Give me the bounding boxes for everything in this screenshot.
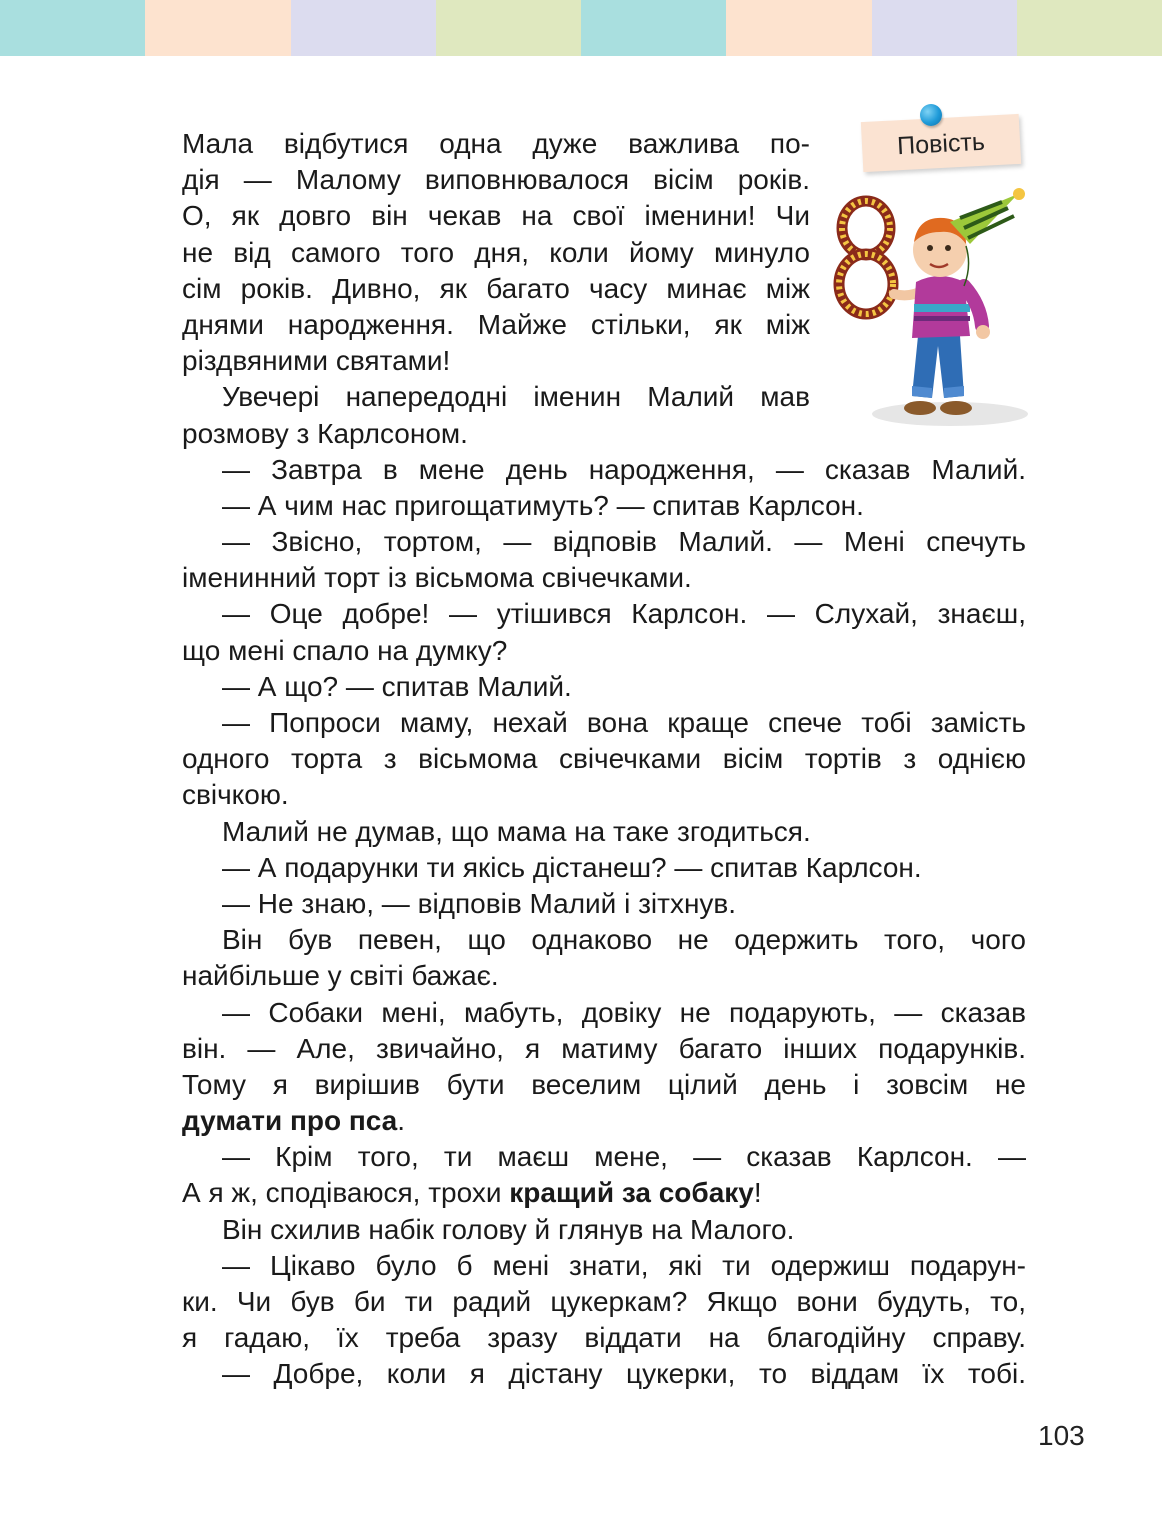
text-line: я гадаю, їх треба зразу віддати на благодійну справу. — [182, 1322, 1026, 1354]
bold-phrase: кращий за собаку — [509, 1177, 754, 1209]
text-line: Він був певен, що однаково не одержить того, чого — [222, 924, 1026, 956]
text-line: Мала відбутися одна дуже важлива по- — [182, 128, 810, 159]
band-segment — [0, 0, 145, 56]
text-line: — Цікаво було б мені знати, які ти одержиш подарун- — [222, 1249, 1026, 1281]
band-segment — [145, 0, 290, 56]
text-line: — Завтра в мене день народження, — сказав Малий. — [222, 453, 1026, 485]
text-line: розмову з Карлсоном. — [182, 417, 468, 449]
text-line: різдвяними святами! — [182, 345, 451, 377]
text-line: О, як довго він чекав на свої іменини! Чи — [182, 200, 810, 232]
text-line: — Оце добре! — утішився Карлсон. — Слухай, знаєш, — [222, 598, 1026, 630]
page-number: 103 — [1038, 1420, 1085, 1451]
text-line: — Попроси маму, нехай вона краще спече тобі замість — [222, 707, 1026, 738]
text-line: свічкою. — [182, 779, 289, 811]
pin-icon — [920, 104, 942, 126]
text-line: одного торта з вісьмома свічечками вісім тортів з однією — [182, 743, 1026, 775]
text-line: Він схилив набік голову й глянув на Малого. — [222, 1213, 795, 1245]
text-fragment: . — [397, 1105, 406, 1137]
story-text — [182, 126, 1026, 1393]
text-line: — Звісно, тортом, — відповів Малий. — Мені спечуть — [222, 526, 1026, 558]
text-line: — А що? — спитав Малий. — [222, 670, 572, 702]
text-line: — Не знаю, — відповів Малий і зітхнув. — [222, 887, 737, 919]
text-line: — А подарунки ти якісь дістанеш? — спитав Карлсон. — [222, 851, 922, 883]
bold-phrase: думати про пса — [182, 1105, 398, 1137]
text-line: ки. Чи був би ти радий цукеркам? Якщо вони будуть, то, — [182, 1286, 1026, 1317]
band-segment — [581, 0, 726, 56]
text-line: — Крім того, ти маєш мене, — сказав Карлсон. — — [222, 1141, 1026, 1173]
text-line: — Добре, коли я дістану цукерки, то віддам їх тобі. — [222, 1358, 1026, 1390]
text-line: днями народження. Майже стільки, як між — [182, 308, 810, 340]
text-fragment: ! — [753, 1177, 762, 1209]
text-line: він. — Але, звичайно, я матиму багато інших подарунків. — [182, 1032, 1026, 1064]
text-line: Малий не думав, що мама на таке згодиться. — [222, 815, 811, 847]
text-line — [182, 1175, 1026, 1211]
text-line: не від самого того дня, коли йому минуло — [182, 236, 810, 268]
text-line: — Собаки мені, мабуть, довіку не подарують, — сказав — [222, 996, 1026, 1028]
text-fragment: А я ж, сподіваюся, трохи — [182, 1177, 510, 1209]
band-segment — [291, 0, 436, 56]
genre-tag-label: Повість — [896, 127, 986, 161]
text-line: дія — Малому виповнювалося вісім років. — [182, 164, 810, 196]
band-segment — [1017, 0, 1162, 56]
text-line: що мені спало на думку? — [182, 634, 508, 666]
band-segment — [436, 0, 581, 56]
top-color-band — [0, 0, 1162, 56]
text-line: сім років. Дивно, як багато часу минає між — [182, 272, 810, 304]
text-line: Увечері напередодні іменин Малий мав — [222, 381, 810, 413]
text-line — [182, 1103, 1026, 1139]
band-segment — [726, 0, 871, 56]
text-line: Тому я вирішив бути веселим цілий день і зовсім не — [182, 1068, 1026, 1100]
text-line: найбільше у світі бажає. — [182, 960, 499, 992]
band-segment — [872, 0, 1017, 56]
text-line: — А чим нас пригощатимуть? — спитав Карлсон. — [222, 489, 864, 521]
text-line: іменинний торт із вісьмома свічечками. — [182, 562, 692, 594]
